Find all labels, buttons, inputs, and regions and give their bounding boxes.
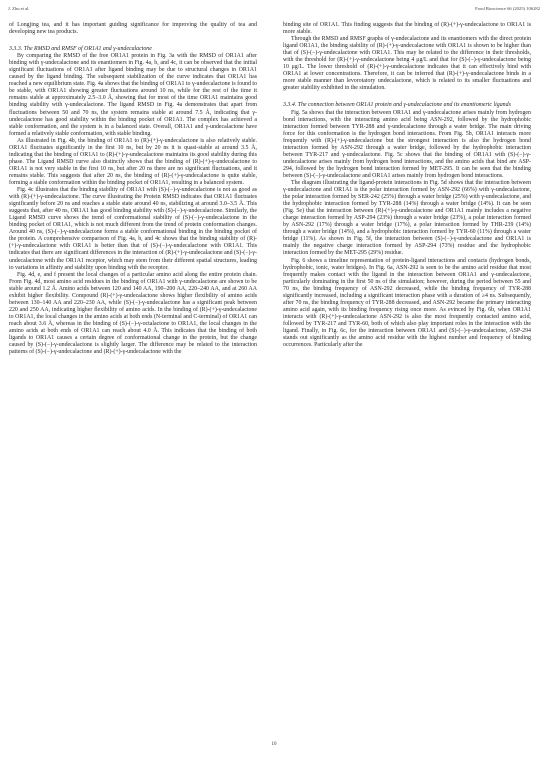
paragraph-threshold: Through the RMSD and RMSF graphs of γ-undecalactone and its enantiomers with the direct protein ligand OR1A1, the binding stability of (R)-(+)-γ-undecalactone with OR1A1 is shown to be higher than that of (S)-(−)-γ-undecalactone with OR1A1. This may be related to the difference in their thresholds, with the threshold for (R)-(+)-γ-undecalactone being 4 μg/L and that for (S)-(−)-γ-undecalactone being 10 μg/L. The lower threshold of (R)-(+)-γ-undecalactone indicates that it can effectively bind with OR1A1 at lower concentrations. Therefore, it can be inferred that (R)-(+)-γ-undecalactone binds in a more stable manner than levorotatory undecalactone, which is related to its smaller fluctuations and greater stability exhibited in the simulation. <box>283 36 531 92</box>
paragraph-rmsd-overview: By comparing the RMSD of the free OR1A1 protein in Fig. 3a with the RMSD of OR1A1 after binding with γ-undecalactone and its enantiomers in Fig. 4a, b, and 4c, it can be observed that the initial significant fluctuations of OR1A1 after ligand binding may be due to structural changes in OR1A1 caused by the ligand binding. The subsequent stabilization of the curve indicates that OR1A1 has reached a new equilibrium state. Fig. 4a shows that the binding of OR1A1 to γ-undecalactone is found to be stable, with OR1A1 showing greater fluctuations around 10 ns, while for the rest of the time it remains stable at approximately 2.5–3.0 Å, showing that for most of the time OR1A1 maintains good binding stability with γ-undecalactone. The ligand RMSD in Fig. 4a demonstrates that apart from fluctuations between 50 and 70 ns, the system remains stable at around 7.5 Å, indicating that γ-undecalactone has good stability within the binding pocket of OR1A1. The complex has achieved a stable conformation, and the system is in a balanced state. Overall, OR1A1 and γ-undecalactone have formed a relatively stable conformation, with stable binding. <box>9 53 257 137</box>
section-heading-rmsd-rmsf: 3.3.3. The RMSD and RMSF of OR1A1 and γ-undecalactone <box>9 46 152 53</box>
paragraph-fig5-overview: Fig. 5a shows that the interaction between OR1A1 and γ-undecalactone arises mainly from hydrogen bond interactions, with the interacting amino acid being ASN-292, followed by the hydrophobic interaction formed between TYR-288 and γ-undecalactone through a water bridge. The main driving force for this conformation is the hydrogen bond interactions. From Fig. 5b, OR1A1 interacts more frequently with (R)-(+)-γ-undecalactone but the strongest interaction is also the hydrogen bond interaction formed by ASN-292 through a water bridge, followed by the hydrophobic interaction between TYR-217 and γ-undecalactone. Fig. 5c shows that the binding of OR1A1 with (S)-(−)-γ-undecalactone arises mainly from hydrogen bond interactions, and the amino acids that bind are ASP-294, followed by the hydrogen bond interaction formed by MET-295. It can be seen that the binding between (S)-(−)-γ-undecalactone and OR1A1 arises mainly from hydrogen bond interactions. <box>283 109 531 179</box>
spacer <box>9 36 257 41</box>
journal-citation: Food Bioscience 66 (2025) 106282 <box>475 6 540 11</box>
paragraph-rmsf: Fig. 4d, e, and f present the local changes of a particular amino acid along the entire protein chain. From Fig. 4d, most amino acid residues in the binding of OR1A1 with γ-undecalactone are shown to be stable around 1.2 Å. Amino acids between 120 and 140 AA, 190–200 AA, 220–240 AA, and at 260 AA exhibit higher flexibility. Compound (R)-(+)-γ-undecalactone shows higher flexibility of amino acids between 130–140 AA and 220–230 AA, while (S)-(−)-γ-undecalactone has a significant peak between 220 and 250 AA, indicating higher flexibility of amino acids. In the binding of (R)-(+)-γ-undecalactone to OR1A1, the local changes in the amino acids at both ends (N-terminal and C-terminal) of OR1A1 can reach about 3.6 Å, whereas in the binding of (S)-(−)-γ-octalactone to OR1A1, the local changes in the amino acids at both ends of OR1A1 can reach about 4.0 Å. This indicates that the binding of both ligands to OR1A1 causes a certain degree of conformational change in the protein, but the change caused by (S)-(−)-γ-undecalactone is slightly larger. The difference may be related to the interaction patterns of (S)-(−)-γ-undecalactone and (R)-(+)-γ-undecalactone with the <box>9 271 257 356</box>
spacer <box>283 92 531 97</box>
left-column <box>9 22 257 356</box>
paragraph-fig5-interactions: The diagram illustrating the ligand-protein interactions in Fig. 5d shows that the interaction between γ-undecalactone and OR1A1 is the polar interaction formed by ASN-292 (66%) with γ-undecalactone, the polar interaction formed by SER-242 (25%) through a water bridge (25%) with γ-undecalactone, and the hydrophobic interaction formed by TYR-288 (14%) through a water bridge (14%). It can be seen (Fig. 5e) that the interaction between (R)-(+)-γ-undecalactone and OR1A1 mainly includes a negative charge interaction formed by ASP-294 (23%) through a water bridge (23%), a polar interaction formed by ASN-292 (17%) through a water bridge (17%), a polar interaction formed by THR-239 (14%) through a water bridge (14%), and a hydrophobic interaction formed by TYR-60 (11%) through a water bridge (11%). As shown in Fig. 5f, the interaction between (S)-(−)-γ-undecalactone and OR1A1 is mainly the negative charge interaction formed by ASP-294 (73%) residue and the hydrophobic interaction formed by the MET-295 (29%) residue. <box>283 179 531 257</box>
running-header <box>8 4 540 16</box>
paragraph-fig6-timeline: Fig. 6 shows a timeline representation of protein-ligand interactions and contacts (hydrogen bonds, hydrophobic, ionic, water bridges). In Fig. 6a, ASN-292 is seen to be the amino acid residue that most frequently makes contact with the ligand in the interaction between OR1A1 and γ-undecalactone, particularly dominating in the first 50 ns of the simulation; however, during the period between 55 and 70 ns, the binding frequency of ASN-292 decreased, while the binding frequency of TYR-288 significantly increased, including a significant interaction phase with a duration of ≥4 ns. Subsequently, after 70 ns, the binding frequency of TYR-288 decreased, and ASN-292 became the primary interacting amino acid again, with its binding frequency rising once more. As evinced by Fig. 6b, when OR1A1 interacts with (R)-(+)-γ-undecalactone ASN-292 is also the most frequently contacted amino acid, followed by TYR-217 and TYR-60, both of which also play important roles in the interaction with the ligand. Finally, in Fig. 6c, for the interaction between OR1A1 and (S)-(−)-γ-undecalactone, ASP-294 stands out significantly as the amino acid residue with the highest number and frequency of binding occurrences. Particularly after the <box>283 257 531 349</box>
right-column <box>283 22 531 349</box>
section-heading-connection: 3.3.4. The connection between OR1A1 protein and γ-undecalactone and its enantiomeric ligands <box>283 102 511 109</box>
paragraph-s-enantiomer: Fig. 4c illustrates that the binding stability of OR1A1 with (S)-(−)-γ-undecalactone is not as good as with (R)-(+)-γ-undecalactone. The curve illustrating the Protein RMSD indicates that OR1A1 fluctuates significantly before 20 ns and reaches a stable state around 40 ns, stabilizing at around 3.0–3.5 Å. This suggests that, after 40 ns, OR1A1 has good binding stability with (S)-(−)-γ-undecalactone. Similarly, the Ligand RMSD curve shows the trend of conformational stability of (S)-(−)-γ-undecalactone in the binding pocket of OR1A1, which is not much different from the trend of protein conformation changes. Around 40 ns, (S)-(−)-γ-undecalactone forms a stable conformational binding in the binding pocket of the protein. A comprehensive comparison of Fig. 4a, b, and 4c shows that the binding stability of (R)-(+)-γ-undecalactone with OR1A1 is better than that of (S)-(−)-γ-undecalactone with OR1A1. This indicates that there are significant differences in the interaction of (R)-(+)-γ-undecalactone and (S)-(−)-γ-undecalactone with the OR1A1 receptor, which may stem from their different spatial structures, leading to variations in affinity and stability upon binding with the receptor. <box>9 187 257 271</box>
page-number: 10 <box>271 742 277 747</box>
author-running-head: J. Zhu et al. <box>8 6 30 11</box>
paragraph-r-enantiomer: As illustrated in Fig. 4b, the binding of OR1A1 to (R)-(+)-γ-undecalactone is also relatively stable. OR1A1 fluctuates significantly in the first 10 ns, but by 20 ns it is quasi-stable at around 3.5 Å, indicating that the binding of OR1A1 to (R)-(+)-γ-undecalactone maintains its good stability during this phase. The Ligand RMSD curve also distinctly shows that the binding of (R)-(+)-γ-undecalactone to OR1A1 is not very stable in the first 10 ns, but after 20 ns there are no significant fluctuations, and it remains stable. This suggests that after 20 ns, the binding of (R)-(+)-γ-undecalactone is quite stable, forming a stable conformation within the binding pocket of OR1A1, resulting in a balanced system. <box>9 137 257 186</box>
intro-paragraph: of Longjing tea, and it has important guiding significance for improving the quality of tea and developing new tea products. <box>9 22 257 36</box>
continued-paragraph: binding site of OR1A1. This finding suggests that the binding of (R)-(+)-γ-undecalactone to OR1A1 is more stable. <box>283 22 531 36</box>
